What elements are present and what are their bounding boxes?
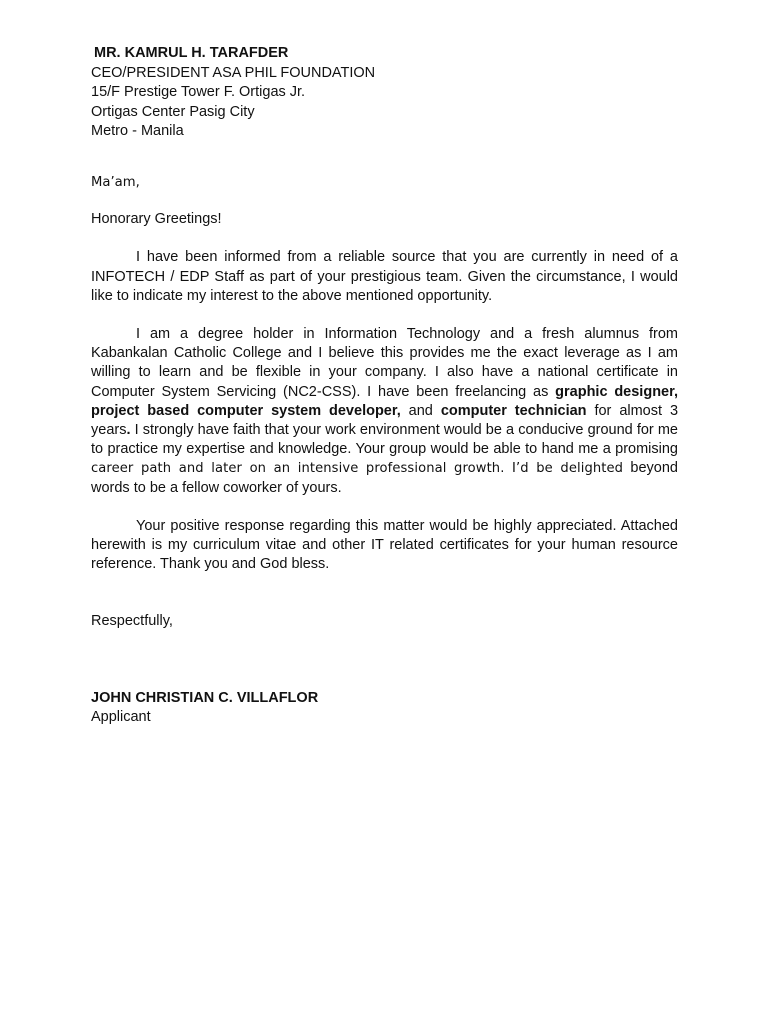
body-paragraph-3: Your positive response regarding this matter would be highly appreciated. Attached herewith is my curriculum vitae and other IT related certificates for your human resource reference. Thank you and God bless. bbox=[91, 517, 678, 573]
paragraph-2-intro: I am a degree holder in Information Technology and a fresh alumnus from Kabankalan Catholic College and I believe this provides me the exact leverage as I am willing to learn and be flexible in your company. I also have a national certificate in Computer System Servicing (NC2-CSS). I have been freelancing as bbox=[91, 326, 678, 400]
recipient-name: MR. KAMRUL H. TARAFDER bbox=[94, 45, 289, 61]
paragraph-2-continuation: I strongly have faith that your work environment would be a conducive ground for me to practice my expertise and knowledge. Your group would be able to hand me a promising bbox=[91, 422, 678, 458]
greeting: Honorary Greetings! bbox=[91, 211, 222, 228]
recipient-block bbox=[91, 44, 678, 141]
body-paragraph-2 bbox=[91, 325, 678, 498]
paragraph-2-ending: beyond words to be a fellow coworker of yours. bbox=[91, 460, 678, 496]
closing: Respectfully, bbox=[91, 613, 173, 630]
paragraph-2-for-almost: for almost 3 years bbox=[91, 402, 679, 439]
skill-highlight-1: graphic designer, project based computer system developer, bbox=[91, 383, 678, 419]
signer-role: Applicant bbox=[91, 708, 151, 725]
recipient-address-line-3: Metro - Manila bbox=[91, 122, 184, 139]
signer-name: JOHN CHRISTIAN C. VILLAFLOR bbox=[91, 689, 319, 706]
paragraph-2-period: . bbox=[126, 422, 131, 439]
recipient-address-line-2: Ortigas Center Pasig City bbox=[91, 103, 255, 120]
salutation: Ma’am, bbox=[91, 175, 140, 191]
paragraph-2-narrow-text: career path and later on an intensive professional growth. I’d be delighted bbox=[91, 461, 624, 477]
body-paragraph-1: I have been informed from a reliable source that you are currently in need of a INFOTECH / EDP Staff as part of your prestigious team. Given the circumstance, I would like to indicate my interest to the above mentioned opportunity. bbox=[91, 249, 678, 304]
recipient-title: CEO/PRESIDENT ASA PHIL FOUNDATION bbox=[91, 65, 376, 82]
letter-page bbox=[91, 44, 678, 727]
recipient-address-line-1: 15/F Prestige Tower F. Ortigas Jr. bbox=[91, 84, 306, 101]
skill-highlight-2: computer technician bbox=[440, 402, 587, 419]
paragraph-2-and: and bbox=[400, 402, 441, 419]
